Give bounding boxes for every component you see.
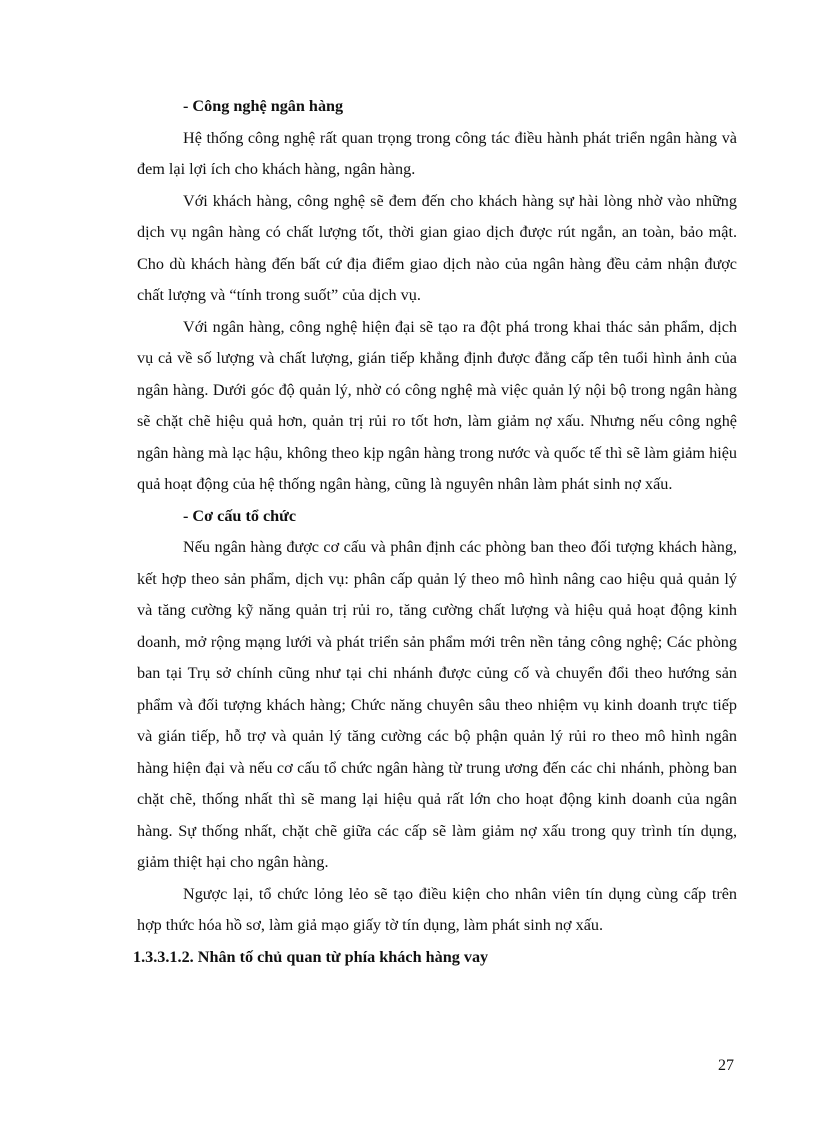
- paragraph-bank-benefit: Với ngân hàng, công nghệ hiện đại sẽ tạo ra đột phá trong khai thác sản phẩm, dịch vụ cả về số lượng và chất lượng, gián tiếp khẳng định được đẳng cấp tên tuổi hình ảnh của ngân hàng. Dưới góc độ quản lý, nhờ có công nghệ mà việc quản lý nội bộ trong ngân hàng sẽ chặt chẽ hiệu quả hơn, quản trị rủi ro tốt hơn, làm giảm nợ xấu. Nhưng nếu công nghệ ngân hàng mà lạc hậu, không theo kịp ngân hàng trong nước và quốc tế thì sẽ làm giảm hiệu quả hoạt động của hệ thống ngân hàng, cũng là nguyên nhân làm phát sinh nợ xấu.: [137, 317, 737, 493]
- paragraph-loose-structure: Ngược lại, tổ chức lỏng lẻo sẽ tạo điều kiện cho nhân viên tín dụng cùng cấp trên hợp thức hóa hồ sơ, làm giả mạo giấy tờ tín dụng, làm phát sinh nợ xấu.: [137, 884, 737, 934]
- heading-technology: - Công nghệ ngân hàng: [183, 97, 344, 115]
- section-heading-borrower-factors: 1.3.3.1.2. Nhân tố chủ quan từ phía khách hàng vay: [133, 947, 489, 966]
- heading-organization-structure: - Cơ cấu tổ chức: [183, 506, 297, 525]
- page-body: [133, 91, 737, 973]
- paragraph-customer-benefit: Với khách hàng, công nghệ sẽ đem đến cho khách hàng sự hài lòng nhờ vào những dịch vụ ngân hàng có chất lượng tốt, thời gian giao dịch được rút ngắn, an toàn, bảo mật. Cho dù khách hàng đến bất cứ địa điểm giao dịch nào của ngân hàng đều cảm nhận được chất lượng và “tính trong suốt” của dịch vụ.: [137, 191, 737, 304]
- paragraph-technology-importance: Hệ thống công nghệ rất quan trọng trong công tác điều hành phát triển ngân hàng và đem lại lợi ích cho khách hàng, ngân hàng.: [137, 128, 737, 178]
- paragraph-structure-effect: Nếu ngân hàng được cơ cấu và phân định các phòng ban theo đối tượng khách hàng, kết hợp theo sản phẩm, dịch vụ: phân cấp quản lý theo mô hình nâng cao hiệu quả quản lý và tăng cường kỹ năng quản trị rủi ro, tăng cường chất lượng và hiệu quả hoạt động kinh doanh, mở rộng mạng lưới và phát triển sản phẩm mới trên nền tảng công nghệ; Các phòng ban tại Trụ sở chính cũng như tại chi nhánh được củng cố và chuyển đổi theo hướng sản phẩm và đối tượng khách hàng; Chức năng chuyên sâu theo nhiệm vụ kinh doanh trực tiếp và gián tiếp, hỗ trợ và quản lý tăng cường các bộ phận quản lý rủi ro theo mô hình ngân hàng hiện đại và nếu cơ cấu tổ chức ngân hàng từ trung ương đến các chi nhánh, phòng ban chặt chẽ, thống nhất thì sẽ mang lại hiệu quả rất lớn cho hoạt động kinh doanh của ngân hàng. Sự thống nhất, chặt chẽ giữa các cấp sẽ làm giảm nợ xấu trong quy trình tín dụng, giảm thiệt hại cho ngân hàng.: [137, 538, 737, 871]
- page-number: 27: [718, 1057, 734, 1074]
